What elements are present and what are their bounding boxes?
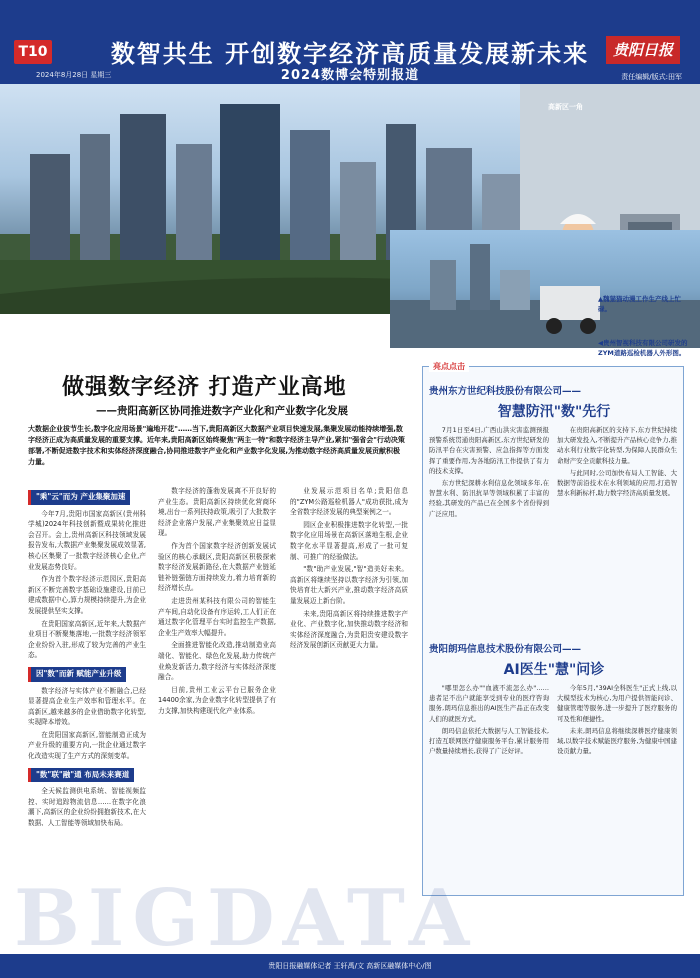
page-number-badge: T10	[14, 40, 52, 64]
paragraph: "数"助产业发展,"智"造美好未来。高新区将继续坚持以数字经济为引领,加快培育壮大新兴产业,推动数字经济高质量发展迈上新台阶。	[290, 565, 408, 605]
paragraph: 走进贵州某科技有限公司的智能生产车间,自动化设备有序运转,工人们正在通过数字化管理平台实时监控生产数据,企业生产效率大幅提升。	[158, 596, 276, 637]
article-subheadline: ——贵阳高新区协同推进数字产业化和产业数字化发展	[96, 405, 348, 417]
paragraph: 7月1日至4日,广西山洪灾害监测预报预警系统贯通贵阳高新区,东方世纪研发的防汛平台在灾害预警、应急指挥等方面发挥了重要作用,为各地防汛工作提供了有力的技术支撑。	[429, 426, 549, 475]
editor-credit: 责任编辑/版式:田军	[621, 73, 682, 81]
sidebar-story-1-left	[429, 425, 549, 635]
paragraph: 未来,贵阳高新区将持续推进数字产业化、产业数字化,加快推动数字经济和实体经济深度融合,为贵阳贵安建设数字经济发展创新区贡献更大力量。	[290, 609, 408, 650]
page-footer: 贵阳日报融媒体记者 王轩禹/文 高新区融媒体中心/图	[0, 954, 700, 978]
photo-caption-robot: ◀贵州智视科技有限公司研发的ZYM道路巡检机器人外形图。	[598, 339, 688, 357]
issue-date: 2024年8月28日 星期三	[36, 71, 112, 79]
sidebar-story-1-right	[557, 425, 677, 635]
paragraph: 在贵阳国家高新区,近年来,大数据产业项目不断聚集落地,一批数字经济领军企业纷纷入驻,形成了较为完善的产业生态。	[28, 619, 146, 660]
photo-location-label: 高新区一角	[548, 103, 583, 111]
paragraph: 园区企业积极推进数字化转型,一批数字化应用场景在高新区落地生根,企业数字化水平显著提高,形成了一批可复制、可推广的经验做法。	[290, 520, 408, 561]
bigdata-watermark: BIGDATA	[14, 884, 478, 954]
paragraph: 今年7月,贵阳市国家高新区(贵州科学城)2024年科技创新暨成果转化推进会召开。会上,贵州高新区科技领域发展报告发布,大数据产业集聚发展成效显著,核心区集聚了一批数字经济核心企业,产业发展态势良好。	[28, 509, 146, 571]
robot-photo	[390, 230, 700, 348]
paragraph: 业发展示范项目名单;贵阳信息的"ZYM公路巡检机器人"成功获批,成为全省数字经济发展的典型案例之一。	[290, 487, 408, 517]
article-lead: 大数据企业拔节生长,数字化应用场景"遍地开花"……当下,贵阳高新区大数据产业项目快速发展,集聚发展动能持续增强,数字经济正成为高质量发展的重要支撑。近年来,贵阳高新区始终聚焦"两主一特"和数字经济主导产业,紧扣"强省会"行动决策部署,不断促进数字技术和实体经济深度融合,协同推进数字产业化和产业数字化发展,为推动数字经济高质量发展贡献积极力量。	[28, 425, 405, 466]
special-report-subline: 2024数博会特别报道	[280, 68, 420, 83]
highlights-sidebar	[422, 362, 684, 896]
article-headline: 做强数字经济 打造产业高地	[62, 375, 347, 400]
paragraph: 数字经济与实体产业不断融合,已经显著提高企业生产效率和管理水平。在高新区,越来越多的企业借助数字化转型,实现降本增效。	[28, 686, 146, 727]
paragraph: 数字经济的蓬勃发展离不开良好的产业生态。贵阳高新区持续优化营商环境,出台一系列扶持政策,吸引了大批数字经济企业落户发展,产业集聚效应日益显现。	[158, 487, 276, 538]
paragraph: 在贵阳高新区的支持下,东方世纪持续加大研发投入,不断提升产品核心竞争力,推动水利行业数字化转型,为保障人民群众生命财产安全贡献科技力量。	[557, 426, 677, 465]
sidebar-story-1	[429, 425, 679, 635]
article-column-1	[28, 486, 146, 831]
sidebar-tag: 亮点点击	[429, 361, 469, 372]
paragraph: 全天候监测供电系统、智能视频监控、实时追踪物流信息……在数字化浪潮下,高新区的企业纷纷拥抱新技术,在大数据、人工智能等领域加快布局。	[28, 787, 146, 828]
paragraph: 与此同时,公司加快布局人工智能、大数据等前沿技术在水利领域的应用,打造智慧水利新标杆,助力数字经济高质量发展。	[557, 468, 677, 498]
sidebar-story-2	[429, 683, 679, 889]
paragraph: 在贵阳国家高新区,智能制造正成为产业升级的重要方向,一批企业通过数字化改造实现了生产方式的深刻变革。	[28, 730, 146, 761]
robot-illustration	[390, 230, 700, 348]
sidebar-story-2-right	[557, 683, 677, 889]
paragraph: 全面推进智能化改造,推动制造业高端化、智能化、绿色化发展,助力传统产业焕发新活力,数字经济与实体经济深度融合。	[158, 641, 276, 682]
newspaper-logo: 贵阳日报	[606, 36, 680, 64]
page-headline: 数智共生 开创数字经济高质量发展新未来	[110, 40, 590, 68]
paragraph: 作为首个数字经济示范园区,贵阳高新区不断完善数字基础设施建设,目前已建成数据中心,算力规模持续提升,为企业发展提供坚实支撑。	[28, 575, 146, 615]
section-tag-1: "乘"云"而为 产业集聚加速	[28, 490, 130, 505]
sidebar-company-2: 贵阳朗玛信息技术股份有限公司——	[429, 644, 582, 655]
paragraph: 未来,朗玛信息将继续深耕医疗健康领域,以数字技术赋能医疗服务,为健康中国建设贡献力量。	[557, 726, 677, 756]
sidebar-company-1: 贵州东方世纪科技股份有限公司——	[429, 386, 582, 397]
article-column-2	[158, 486, 276, 718]
section-tag-3: "数"联"融"通 布局未来赛道	[28, 768, 134, 783]
sidebar-story-2-left	[429, 683, 549, 889]
paragraph: 目前,贵州工业云平台已服务企业14400余家,为企业数字化转型提供了有力支撑,加快构建现代化产业体系。	[158, 685, 276, 715]
photo-caption-engineer: ▲魏猫猫动漫工作生产线上忙碌。	[598, 295, 681, 313]
paragraph: 朗玛信息依托大数据与人工智能技术,打造互联网医疗健康服务平台,累计服务用户数量持续增长,获得了广泛好评。	[429, 726, 549, 756]
sidebar-title-1: 智慧防汛"数"先行	[497, 404, 611, 420]
article-body	[28, 486, 412, 896]
section-tag-2: 因"数"而新 赋能产业升级	[28, 667, 126, 682]
article-column-3	[290, 486, 408, 653]
paragraph: 作为首个国家数字经济创新发展试验区的核心承载区,贵阳高新区积极探索数字经济发展新路径,在大数据产业链延链补链强链方面持续发力,着力培育新的经济增长点。	[158, 541, 276, 593]
sidebar-title-2: AI医生"慧"问诊	[503, 662, 605, 678]
paragraph: 今年5月,"39AI全科医生"正式上线,以大模型技术为核心,为用户提供智能问诊、健康管理等服务,进一步提升了医疗服务的可及性和便捷性。	[557, 684, 677, 723]
paragraph: "哪里怎么办""血液不流怎么办"……患者足不出户就能享受到专业的医疗咨询服务,朗玛信息推出的AI医生产品正在改变人们的就医方式。	[429, 684, 549, 723]
paragraph: 东方世纪深耕水利信息化领域多年,在智慧水利、防汛抗旱等领域积累了丰富的经验,其研发的产品已在全国多个省份得到广泛应用。	[429, 479, 549, 518]
masthead	[0, 0, 700, 84]
